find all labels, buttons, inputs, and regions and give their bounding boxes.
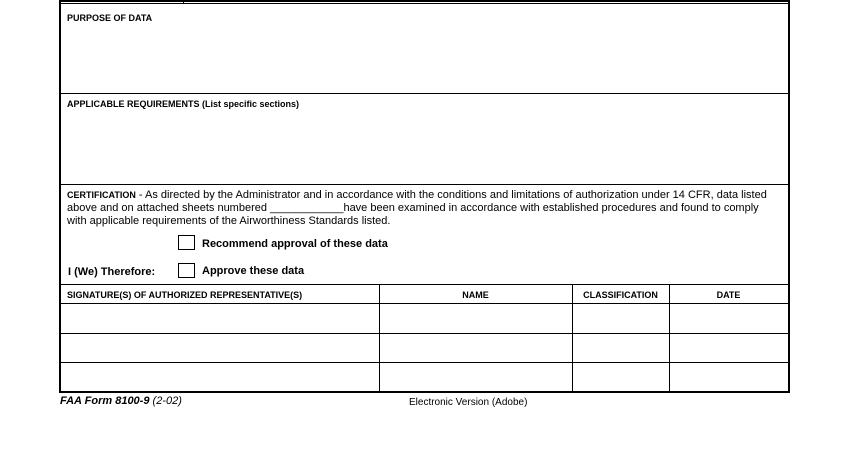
classification-field-row-1[interactable]: [573, 304, 669, 333]
purpose-of-data-label: PURPOSE OF DATA: [67, 13, 153, 23]
applicable-requirements-section[interactable]: [61, 94, 788, 185]
signature-field-row-2[interactable]: [61, 334, 379, 362]
signature-field-row-3[interactable]: [61, 363, 379, 393]
signature-table: [61, 285, 788, 393]
form-name: FAA Form 8100-9: [60, 395, 150, 407]
signature-column-header: SIGNATURE(S) OF AUTHORIZED REPRESENTATIVE(S): [67, 290, 303, 300]
name-column-header: NAME: [462, 290, 489, 300]
form-revision: (2-02): [152, 395, 182, 407]
certification-statement: - As directed by the Administrator and in accordance with the conditions and limitations of authorization under 14 CFR, data listed above and on attached sheets numbered ____________have been examined in accordance with established procedures and found to comply with applicable requirements of the Airworthiness Standards listed.: [67, 189, 767, 227]
form-number: [60, 395, 182, 407]
date-field-row-2[interactable]: [670, 334, 788, 362]
certification-section: [61, 185, 788, 285]
electronic-version-note: Electronic Version (Adobe): [409, 397, 528, 408]
date-field-row-3[interactable]: [670, 363, 788, 393]
name-field-row-2[interactable]: [380, 334, 572, 362]
date-field-row-1[interactable]: [670, 304, 788, 333]
we-therefore-label: I (We) Therefore:: [68, 266, 156, 278]
classification-column-header: CLASSIFICATION: [583, 290, 658, 300]
date-column-header: DATE: [716, 290, 741, 300]
name-field-row-1[interactable]: [380, 304, 572, 333]
certification-heading: CERTIFICATION: [67, 190, 136, 200]
certification-text-block: [67, 189, 779, 228]
classification-field-row-3[interactable]: [573, 363, 669, 393]
recommend-approval-checkbox[interactable]: [178, 235, 195, 250]
name-field-row-3[interactable]: [380, 363, 572, 393]
faa-form-8100-9: [59, 0, 790, 393]
recommend-approval-label: Recommend approval of these data: [202, 238, 388, 250]
applicable-requirements-label: APPLICABLE REQUIREMENTS (List specific sections): [67, 99, 300, 109]
approve-data-checkbox[interactable]: [178, 263, 195, 278]
approve-data-label: Approve these data: [202, 265, 305, 277]
classification-field-row-2[interactable]: [573, 334, 669, 362]
signature-field-row-1[interactable]: [61, 304, 379, 333]
purpose-of-data-section[interactable]: [61, 6, 788, 94]
